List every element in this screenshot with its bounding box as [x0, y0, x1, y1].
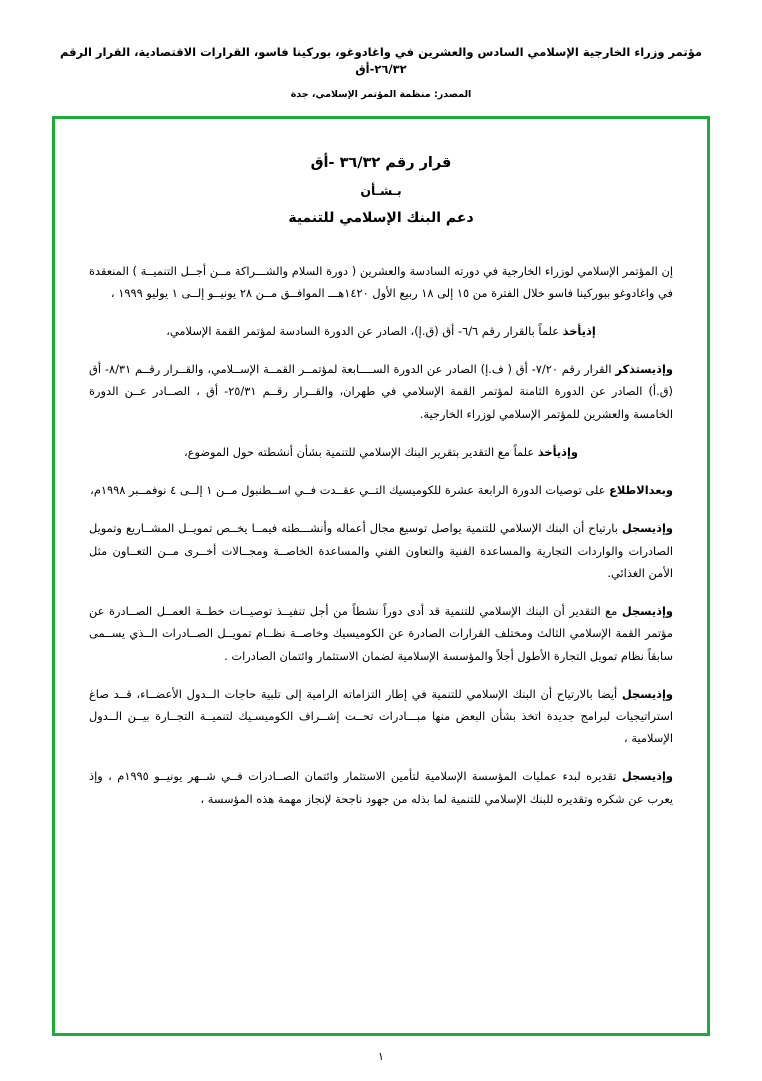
paragraph-lead: وإذ [656, 686, 674, 701]
paragraph-lead: وإذ [656, 362, 674, 377]
paragraph-text: تقديره لبدء عمليات المؤسسة الإسلامية لتأمين الاستثمار وائتمان الصــادرات فــي شــهر يونيــو ١٩٩٥م ، وإذ يعرب عن شكره وتقديره للبنك الإسلامي للتنمية لما بذله من جهود ناجحة لإنجاز مهمة هذه المؤسسة ، [89, 769, 673, 806]
paragraph-lead-verb: يأخذ [537, 444, 562, 459]
paragraph-lead: وبعد [648, 483, 673, 498]
paragraph-lead-verb: يسجل [621, 604, 657, 619]
page-number: ١ [378, 1050, 384, 1063]
paragraph-notes-satisfaction-2 [89, 683, 673, 750]
paragraph-text: علماً بالقرار رقم ٦/٦- أق (ق.إ)، الصادر عن الدورة السادسة لمؤتمر القمة الإسلامي، [166, 323, 560, 338]
paragraph-notes-commencement [89, 765, 673, 809]
paragraph-text: علماً مع التقدير بتقرير البنك الإسلامي للتنمية بشأن أنشطته حول الموضوع، [183, 444, 535, 459]
paragraph-lead-verb: يسجل [621, 686, 657, 701]
paragraph-notes-appreciation [89, 600, 673, 667]
paragraph-text: مع التقدير أن البنك الإسلامي للتنمية قد أدى دوراً نشطاً من أجل تنفيــذ توصيــات خطــة العمــل الصــادرة عن مؤتمر القمة الإسلامي الثالث ومختلف القرارات الصادرة عن الكوميسيك وخاصــة نظــام تمويــل الصــادرات الــذي يســمى سابقاً نظام تمويل التجارة الأطول أجلاً والمؤسسة الإسلامية لضمان الاستثمار وائتمان الصادرات . [89, 604, 673, 663]
paragraph-lead: وإذ [656, 769, 674, 784]
paragraph-text: أيضا بالارتياح أن البنك الإسلامي للتنمية في إطار التزاماته الرامية إلى تلبية حاجات الــدول الأعضــاء، قــد صاغ استراتيجيات لبرامج جديدة اتخذ بشأن البعض منها مبـــادرات تحــت إشــراف الكوميسـيك لتنميــة التجــارة بيــن الــدول الإسلامية ، [89, 686, 673, 746]
paragraph-takes-note-report [89, 441, 673, 463]
resolution-frame [52, 116, 710, 1036]
resolution-subject-label: بـشـأن [360, 182, 402, 198]
title-block [89, 155, 673, 226]
paragraph-having-reviewed [89, 479, 673, 501]
resolution-subject: دعم البنك الإسلامي للتنمية [288, 209, 474, 226]
resolution-number: قرار رقم ٣٦/٣٢ -أق [310, 154, 452, 171]
paragraph-lead: وإذ [656, 604, 673, 619]
paragraph-notes-satisfaction-1 [89, 517, 673, 584]
paragraph-lead-verb: يأخذ [562, 323, 586, 338]
paragraph-lead: وإذ [656, 521, 673, 536]
paragraph-text: بارتياح أن البنك الإسلامي للتنمية يواصل توسيع مجال أعماله وأنشـــطته فيمــا يخــص تمويــل المشــاريع وتمويل الصادرات والواردات التجارية والمساعدة الفنية والتعاون الفني والمساعدة الخاصــة ومجــالات أخــرى مــن التعــاون مثل الأمن الغذائي. [89, 521, 673, 580]
source-line: المصدر: منظمة المؤتمر الإسلامي، جدة [290, 88, 472, 100]
paragraph-text: القرار رقم ٧/٢٠- أق ( ف.إ) الصادر عن الدورة الســــابعة لمؤتمــر القمــة الإســلامي، والقــرار رقــم ٨/٣١- أق (ق.أ) الصادر عن الدورة الثامنة لمؤتمر القمة الإسلامي في طهران، والقــرار رقــم ٢٥/٣١- أق ، الصــادر عــن الدورة الخامسة والعشرين للمؤتمر الإسلامي لوزراء الخارجية. [89, 362, 673, 421]
paragraph-preamble [89, 260, 673, 304]
paragraph-lead: وإذ [561, 444, 579, 459]
paragraph-text: على توصيات الدورة الرابعة عشرة للكوميسيك التــي عقــدت فــي اســطنبول مــن ١ إلــى ٤ نوفمــبر ١٩٩٨م، [90, 483, 606, 498]
paragraph-text: إن المؤتمر الإسلامي لوزراء الخارجية في دورته السادسة والعشرين ( دورة السلام والشـــراكة مــن أجــل التنميــة ) المنعقدة في واغادوغو ببوركينا فاسو خلال الفترة من ١٥ إلى ١٨ ربيع الأول ١٤٢٠هـــ الموافــق مــن ٢٨ يونيــو إلــى ١ يوليو ١٩٩٩ ، [89, 263, 673, 300]
running-title: مؤتمر وزراء الخارجية الإسلامي السادس والعشرين في واغادوغو، بوركينا فاسو، القرارات الاقتصادية، القرار الرقم ٢٦/٣٢-أق [59, 45, 703, 77]
paragraph-lead-verb: الاطلاع [609, 483, 649, 498]
paragraph-lead-verb: يسجل [621, 521, 657, 536]
paragraph-recalls [89, 358, 673, 425]
paragraph-lead-verb: يستذكر [615, 362, 657, 377]
paragraph-lead-verb: يسجل [621, 769, 657, 784]
paragraph-lead: إذ [585, 323, 596, 338]
resolution-body [89, 260, 673, 810]
paragraph-takes-note [89, 320, 673, 342]
